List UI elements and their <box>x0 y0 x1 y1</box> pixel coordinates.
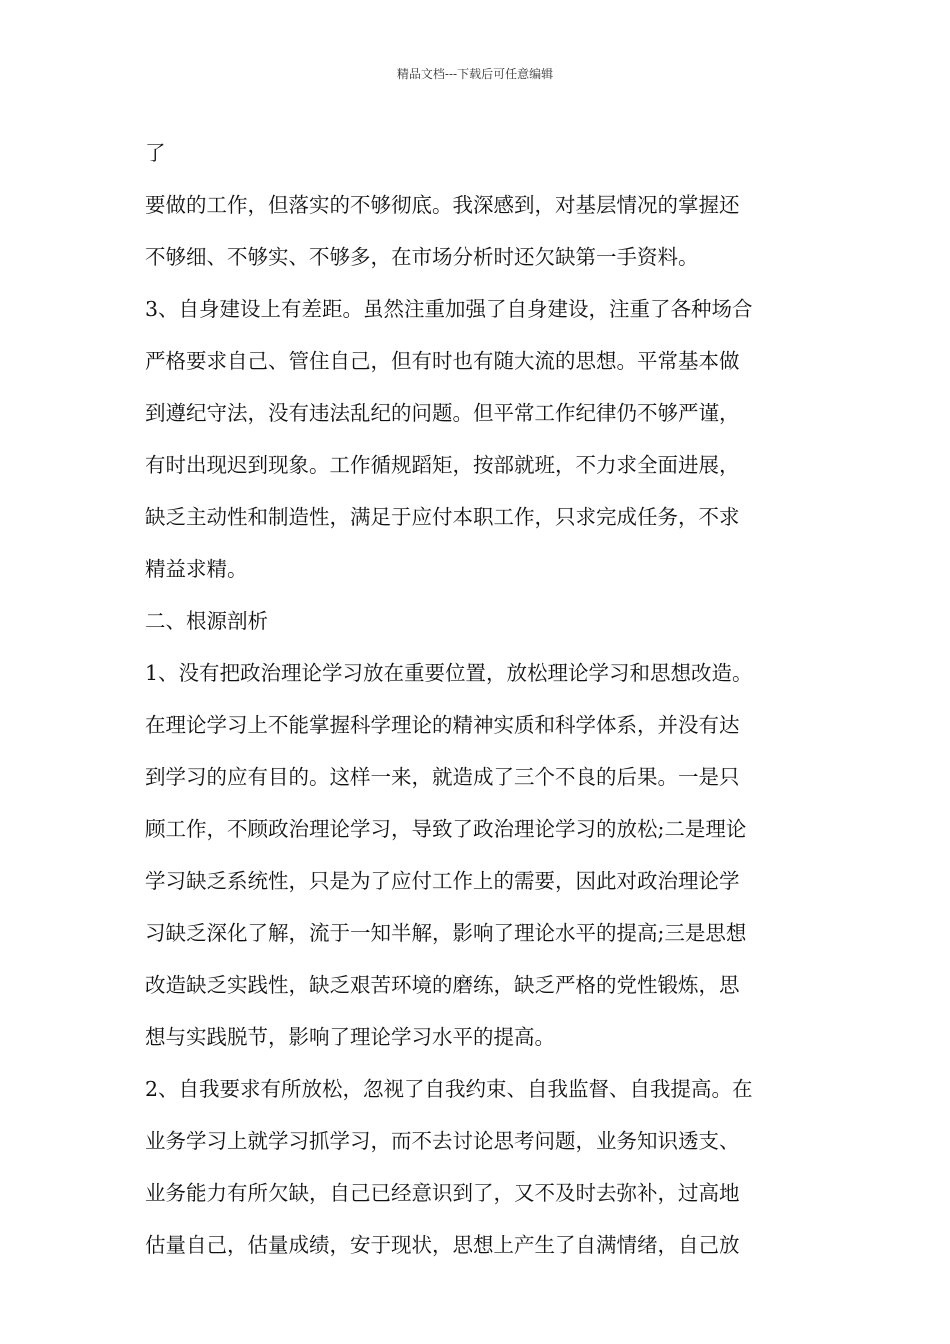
text-line: 不够细、不够实、不够多，在市场分析时还欠缺第一手资料。 <box>145 245 699 269</box>
text-line: 缺乏主动性和制造性，满足于应付本职工作，只求完成任务，不求 <box>145 505 740 529</box>
page-header: 精品文档---下载后可任意编辑 <box>396 67 554 81</box>
text-line: 了 <box>145 141 166 165</box>
text-line: 3、自身建设上有差距。虽然注重加强了自身建设，注重了各种场合 <box>145 297 753 321</box>
text-line: 有时出现迟到现象。工作循规蹈矩，按部就班，不力求全面进展， <box>145 453 740 477</box>
text-line: 2、自我要求有所放松，忽视了自我约束、自我监督、自我提高。在 <box>145 1077 753 1101</box>
text-line: 学习缺乏系统性，只是为了应付工作上的需要，因此对政治理论学 <box>145 869 740 893</box>
text-line: 在理论学习上不能掌握科学理论的精神实质和科学体系，并没有达 <box>145 713 740 737</box>
text-line: 到学习的应有目的。这样一来，就造成了三个不良的后果。一是只 <box>145 765 740 789</box>
text-line: 想与实践脱节，影响了理论学习水平的提高。 <box>145 1025 555 1049</box>
text-line: 到遵纪守法，没有违法乱纪的问题。但平常工作纪律仍不够严谨， <box>145 401 740 425</box>
document-body <box>145 127 810 1271</box>
text-line: 顾工作，不顾政治理论学习，导致了政治理论学习的放松;二是理论 <box>145 817 747 841</box>
text-line: 估量自己，估量成绩，安于现状，思想上产生了自满情绪，自己放 <box>145 1233 740 1257</box>
text-line: 1、没有把政治理论学习放在重要位置，放松理论学习和思想改造。 <box>145 661 753 685</box>
text-line: 要做的工作，但落实的不够彻底。我深感到，对基层情况的掌握还 <box>145 193 740 217</box>
text-line: 业务能力有所欠缺，自己已经意识到了，又不及时去弥补，过高地 <box>145 1181 740 1205</box>
text-line: 业务学习上就学习抓学习，而不去讨论思考问题，业务知识透支、 <box>145 1129 740 1153</box>
text-line: 精益求精。 <box>145 557 248 581</box>
section-heading: 二、根源剖析 <box>145 609 268 633</box>
text-line: 严格要求自己、管住自己，但有时也有随大流的思想。平常基本做 <box>145 349 740 373</box>
text-line: 习缺乏深化了解，流于一知半解，影响了理论水平的提高;三是思想 <box>145 921 747 945</box>
text-line: 改造缺乏实践性，缺乏艰苦环境的磨练，缺乏严格的党性锻炼，思 <box>145 973 740 997</box>
